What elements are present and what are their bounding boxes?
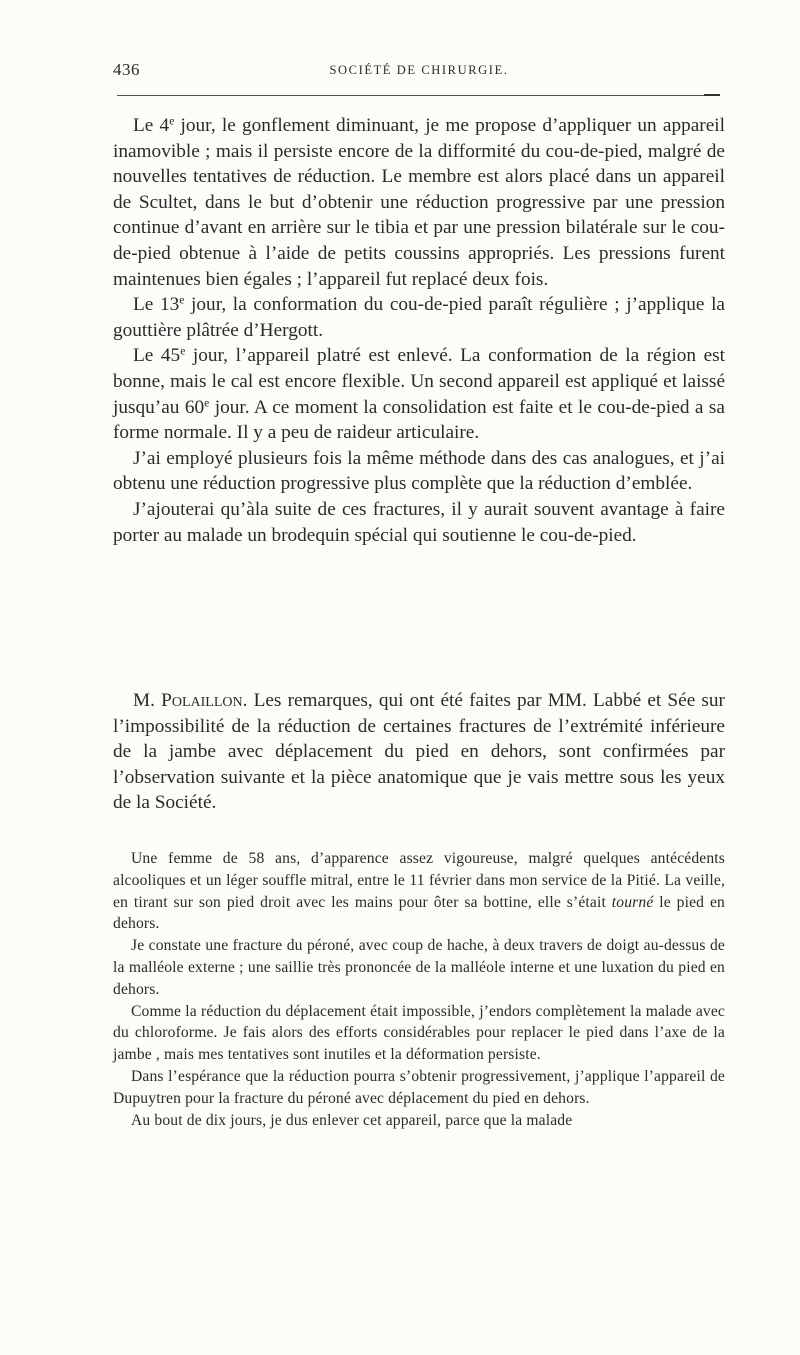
text-run: Le 4 <box>133 115 170 136</box>
text-run: . Les remarques, qui ont été faites par MM. Labbé et Sée sur l’impossibilité de la réduction de certaines fractures de l’extrémité inférieure de la jambe avec déplacement du pied en dehors, sont confirmées par l’observation suivante et la pièce anatomique que je vais mettre sous les yeux de la Société. <box>113 690 725 814</box>
ordinal-sup: e <box>204 396 210 410</box>
speaker-prefix: M. <box>133 690 162 711</box>
text-run: le pied en dehors. <box>113 893 725 933</box>
polaillon-remarks <box>113 688 725 816</box>
text-run: Le 45 <box>133 345 181 367</box>
case-continuation <box>113 113 725 548</box>
ordinal-sup: e <box>169 114 175 128</box>
text-run: jour. A ce moment la consolidation est faite et le cou-de-pied a sa forme normale. Il y a peu de raideur articulaire. <box>113 396 725 444</box>
text-run: jour, l’appareil platré est enlevé. La conformation de la région est bonne, mais le cal est encore flexible. Un second appareil est appliqué et laissé jusqu’au 60 <box>113 345 726 418</box>
paragraph: J’ajouterai qu’àla suite de ces fractures, il y aurait souvent avantage à faire porter au malade un brodequin spécial qui soutienne le cou-de-pied. <box>113 498 725 546</box>
paragraph <box>113 688 725 816</box>
paragraph <box>113 292 725 343</box>
text-run: Le 13 <box>133 294 180 316</box>
speaker-name: Polaillon <box>161 690 243 711</box>
italic-word: tourné <box>611 893 654 911</box>
text-run: jour, le gonflement diminuant, je me propose d’appliquer un appareil inamovible ; mais il persiste encore de la difformité du cou-de-pied, malgré de nouvelles tentatives de réduction. Le membre est alors placé dans un appareil de Scultet, dans le but d’obtenir une réduction progressive par une pression continue d’avant en arrière sur le tibia et par une pression bilatérale sur le cou-de-pied obtenue à l’aide de petits coussins appropriés. Les pressions furent maintenues bien égales ; l’appareil fut replacé deux fois. <box>113 115 725 290</box>
paragraph: Comme la réduction du déplacement était impossible, j’endors complètement la malade avec du chloroforme. Je fais alors des efforts considérables pour replacer le pied dans l’axe de la jambe , mais mes tentatives sont inutiles et la déformation persiste. <box>113 1002 725 1064</box>
header-rule <box>117 95 720 96</box>
page-header <box>113 60 725 86</box>
paragraph: Au bout de dix jours, je dus enlever cet appareil, parce que la malade <box>131 1111 573 1129</box>
observation-block <box>113 848 725 1131</box>
running-head: SOCIÉTÉ DE CHIRURGIE. <box>329 63 509 77</box>
paragraph: Dans l’espérance que la réduction pourra s’obtenir progressivement, j’applique l’appareil de Dupuytren pour la fracture du péroné avec déplacement du pied en dehors. <box>113 1067 725 1107</box>
paragraph: Je constate une fracture du péroné, avec coup de hache, à deux travers de doigt au-dessus de la malléole externe ; une saillie très prononcée de la malléole interne et une luxation du pied en dehors. <box>113 937 725 998</box>
ordinal-sup: e <box>179 293 185 307</box>
paragraph <box>113 848 725 935</box>
paragraph <box>113 343 725 445</box>
text-run: Une femme de 58 ans, d’apparence assez vigoureuse, malgré quelques antécédents alcooliques et un léger souffle mitral, entre le 11 février dans mon service de la Pitié. La veille, en tirant sur son pied droit avec les mains pour ôter sa bottine, elle s’était <box>113 850 725 911</box>
page-number: 436 <box>113 60 140 79</box>
paragraph: J’ai employé plusieurs fois la même méthode dans des cas analogues, et j’ai obtenu une réduction progressive plus complète que la réduction d’emblée. <box>113 447 725 495</box>
ordinal-sup: e <box>180 344 186 358</box>
text-run: jour, la conformation du cou-de-pied paraît régulière ; j’applique la gouttière plâtrée d’Hergott. <box>113 294 725 341</box>
paragraph <box>113 113 725 292</box>
